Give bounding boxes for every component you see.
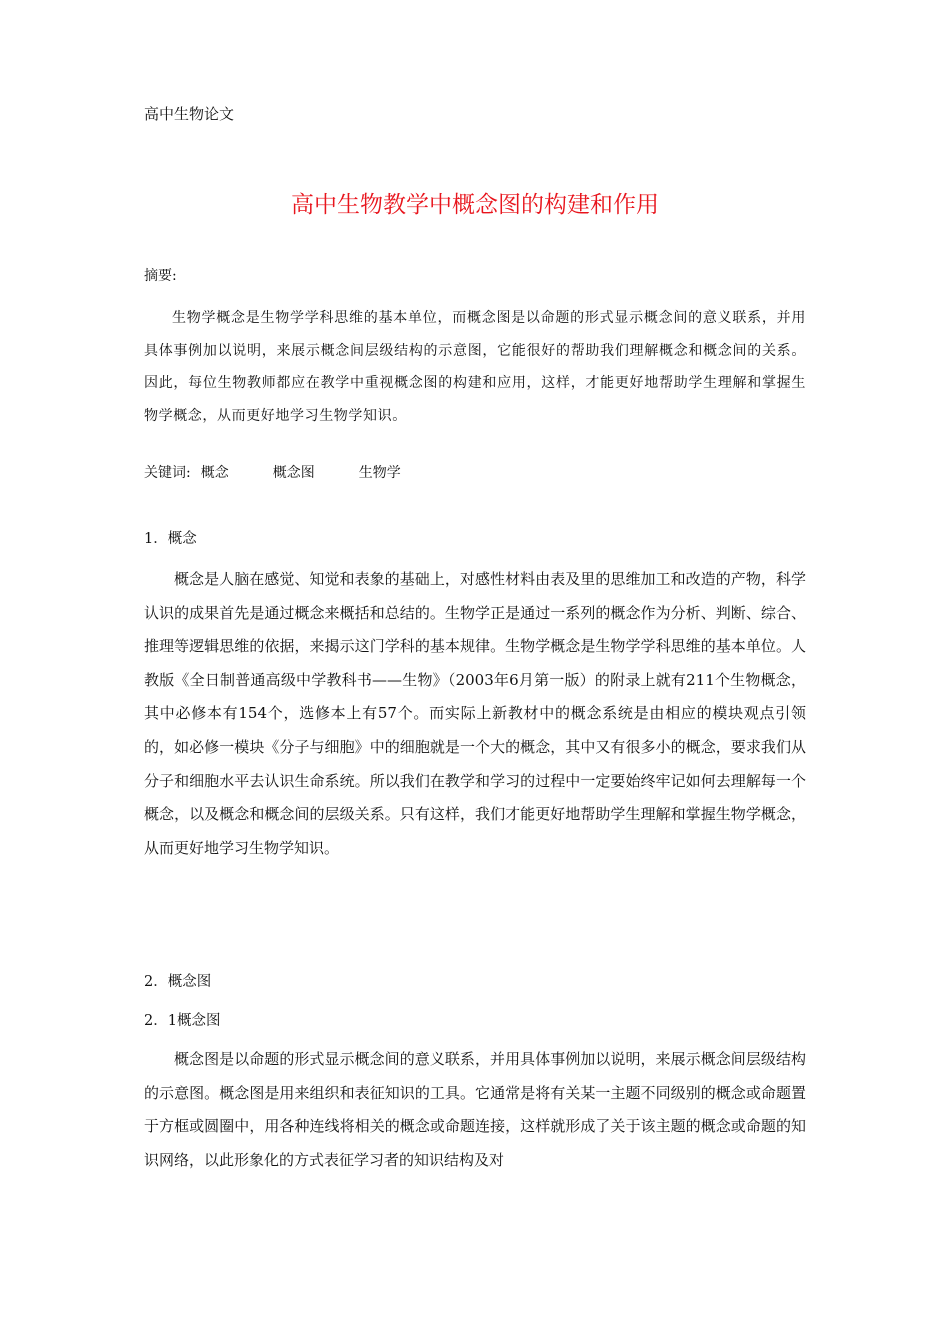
keywords-label: 关键词: bbox=[144, 465, 191, 481]
page-header-label: 高中生物论文 bbox=[144, 105, 235, 123]
keywords-line bbox=[144, 462, 401, 484]
section-heading-concept-map: 2．概念图 bbox=[144, 974, 212, 990]
keyword-item: 生物学 bbox=[358, 465, 401, 481]
section-paragraph: 概念是人脑在感觉、知觉和表象的基础上，对感性材料由表及里的思维加工和改造的产物，科学认识的成果首先是通过概念来概括和总结的。生物学正是通过一系列的概念作为分析、判断、综合、推理等逻辑思维的依据，来揭示这门学科的基本规律。生物学概念是生物学学科思维的基本单位。人教版《全日制普通高级中学教科书——生物》（2003年6月第一版）的附录上就有211个生物概念，其中必修本有154个，选修本上有57个。而实际上新教材中的概念系统是由相应的模块观点引领的，如必修一模块《分子与细胞》中的细胞就是一个大的概念，其中又有很多小的概念，要求我们从分子和细胞水平去认识生命系统。所以我们在教学和学习的过程中一定要始终牢记如何去理解每一个概念，以及概念和概念间的层级关系。只有这样，我们才能更好地帮助学生理解和掌握生物学概念，从而更好地学习生物学知识。 bbox=[144, 570, 806, 857]
abstract-label: 摘要: bbox=[144, 268, 177, 284]
section-paragraph: 概念图是以命题的形式显示概念间的意义联系，并用具体事例加以说明，来展示概念间层级结构的示意图。概念图是用来组织和表征知识的工具。它通常是将有关某一主题不同级别的概念或命题置于方框或圆圈中，用各种连线将相关的概念或命题连接，这样就形成了关于该主题的概念或命题的知识网络，以此形象化的方式表征学习者的知识结构及对 bbox=[144, 1050, 806, 1169]
abstract-paragraph bbox=[144, 302, 806, 432]
section-heading-concept: 1．概念 bbox=[144, 531, 197, 547]
document-title: 高中生物教学中概念图的构建和作用 bbox=[291, 192, 659, 218]
subsection-body-concept-map bbox=[144, 1043, 806, 1177]
keyword-item: 概念 bbox=[200, 465, 229, 481]
section-body-concept bbox=[144, 563, 806, 865]
abstract-text: 生物学概念是生物学学科思维的基本单位，而概念图是以命题的形式显示概念间的意义联系，并用具体事例加以说明，来展示概念间层级结构的示意图，它能很好的帮助我们理解概念和概念间的关系。因此，每位生物教师都应在教学中重视概念图的构建和应用，这样，才能更好地帮助学生理解和掌握生物学概念，从而更好地学习生物学知识。 bbox=[144, 310, 806, 424]
keyword-item: 概念图 bbox=[272, 465, 315, 481]
subsection-heading-concept-map: 2．1概念图 bbox=[144, 1013, 221, 1029]
